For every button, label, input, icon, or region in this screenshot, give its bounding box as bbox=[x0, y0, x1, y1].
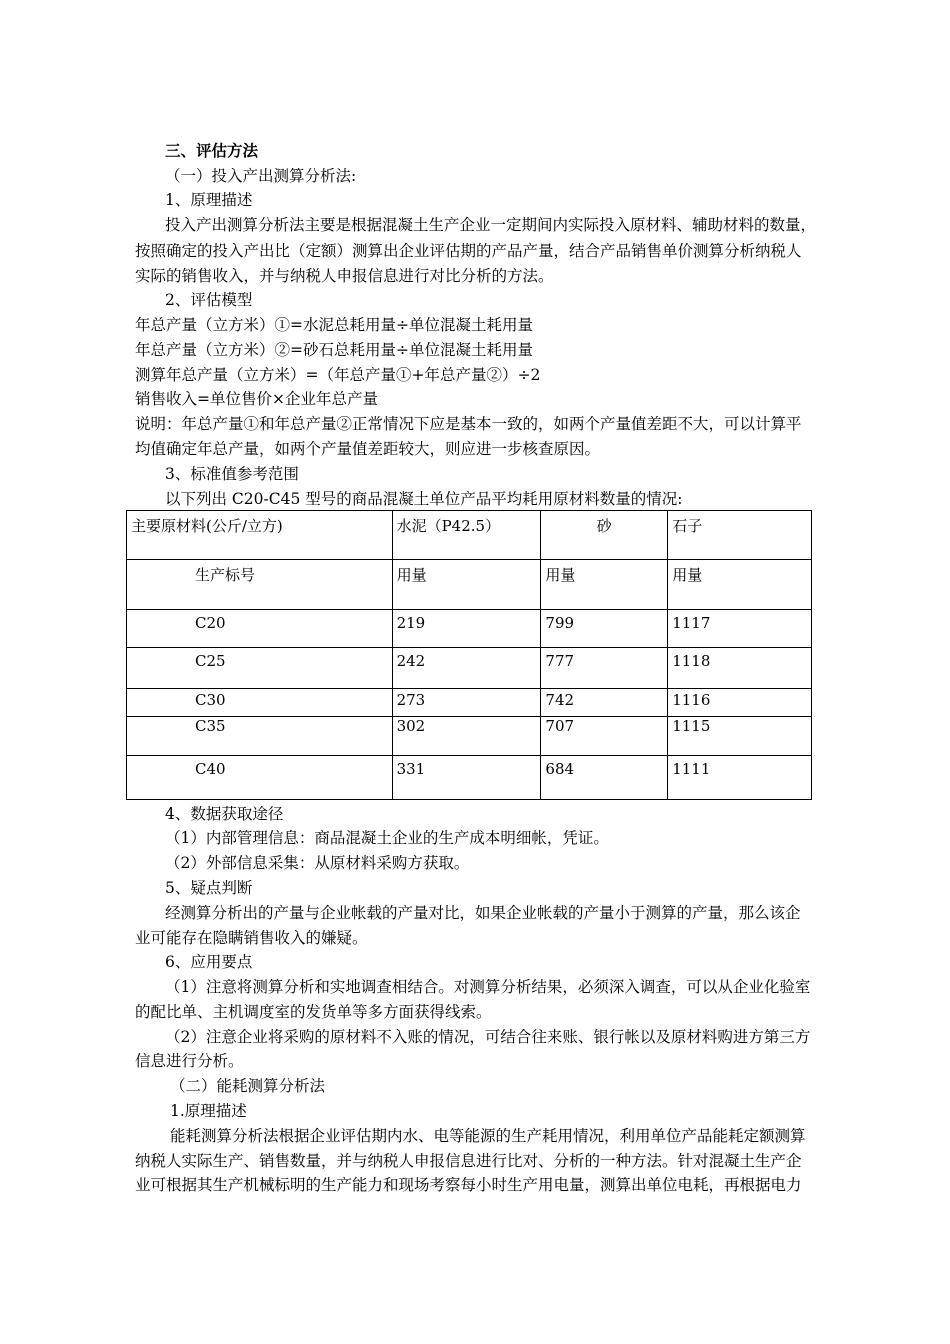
table-cell: 273 bbox=[392, 689, 541, 717]
paragraph-line: 业可能存在隐瞒销售收入的嫌疑。 bbox=[135, 929, 368, 947]
paragraph-line: 经测算分析出的产量与企业帐载的产量对比，如果企业帐载的产量小于测算的产量，那么该企 bbox=[165, 904, 801, 922]
table-header-cell: 生产标号 bbox=[127, 560, 393, 610]
paragraph-line: 信息进行分析。 bbox=[135, 1052, 244, 1070]
list-item: （2）外部信息采集：从原材料采购方获取。 bbox=[165, 854, 470, 872]
paragraph-line: 实际的销售收入，并与纳税人申报信息进行对比分析的方法。 bbox=[135, 267, 554, 285]
formula-line: 测算年总产量（立方米）=（年总产量①+年总产量②）÷2 bbox=[135, 366, 541, 384]
item-title: 4、数据获取途径 bbox=[165, 805, 284, 823]
table-cell: C25 bbox=[127, 648, 393, 689]
table-header-row bbox=[127, 560, 812, 610]
paragraph-line: 能耗测算分析法根据企业评估期内水、电等能源的生产耗用情况，利用单位产品能耗定额测算 bbox=[170, 1127, 806, 1145]
table-cell: 742 bbox=[541, 689, 668, 717]
table-row bbox=[127, 717, 812, 756]
paragraph-line: 的配比单、主机调度室的发货单等多方面获得线索。 bbox=[135, 1003, 492, 1021]
table-cell: 331 bbox=[392, 756, 541, 800]
paragraph-line: 纳税人实际生产、销售数量，并与纳税人申报信息进行比对、分析的一种方法。针对混凝土生产企 bbox=[135, 1152, 802, 1170]
table-header-row bbox=[127, 511, 812, 560]
item-title: 6、应用要点 bbox=[165, 953, 253, 971]
table-cell: 777 bbox=[541, 648, 668, 689]
table-row bbox=[127, 648, 812, 689]
item-title: 2、评估模型 bbox=[165, 291, 253, 309]
table-row bbox=[127, 756, 812, 800]
item-title: 3、标准值参考范围 bbox=[165, 465, 299, 483]
subsection-title: （二）能耗测算分析法 bbox=[170, 1077, 326, 1095]
table-cell: 242 bbox=[392, 648, 541, 689]
table-cell: 799 bbox=[541, 610, 668, 648]
table-cell: 219 bbox=[392, 610, 541, 648]
paragraph-line: （2）注意企业将采购的原材料不入账的情况，可结合往来账、银行帐以及原材料购进方第三方 bbox=[165, 1028, 811, 1046]
table-cell: 707 bbox=[541, 717, 668, 756]
table-cell: 1116 bbox=[668, 689, 812, 717]
paragraph-line: 投入产出测算分析法主要是根据混凝土生产企业一定期间内实际投入原材料、辅助材料的数量， bbox=[165, 216, 817, 234]
paragraph-line: 按照确定的投入产出比（定额）测算出企业评估期的产品产量，结合产品销售单价测算分析纳税人 bbox=[135, 242, 802, 260]
table-cell: C35 bbox=[127, 717, 393, 756]
table-header-cell: 用量 bbox=[668, 560, 812, 610]
list-item: （1）内部管理信息：商品混凝土企业的生产成本明细帐，凭证。 bbox=[165, 829, 609, 847]
table-cell: 1111 bbox=[668, 756, 812, 800]
subsection-title: （一）投入产出测算分析法: bbox=[165, 167, 357, 185]
table-cell: 1118 bbox=[668, 648, 812, 689]
table-cell: C30 bbox=[127, 689, 393, 717]
paragraph-line: （1）注意将测算分析和实地调查相结合。对测算分析结果，必须深入调查，可以从企业化验室 bbox=[165, 978, 811, 996]
table-cell: 684 bbox=[541, 756, 668, 800]
paragraph-line: 业可根据其生产机械标明的生产能力和现场考察每小时生产用电量，测算出单位电耗，再根据电力 bbox=[135, 1176, 802, 1194]
table-cell: C40 bbox=[127, 756, 393, 800]
paragraph-line: 说明：年总产量①和年总产量②正常情况下应是基本一致的，如两个产量值差距不大，可以计算平 bbox=[135, 415, 802, 433]
table-header-cell: 砂 bbox=[541, 511, 668, 560]
table-cell: 1117 bbox=[668, 610, 812, 648]
table-header-cell: 用量 bbox=[392, 560, 541, 610]
formula-line: 年总产量（立方米）①=水泥总耗用量÷单位混凝土耗用量 bbox=[135, 316, 533, 334]
item-title: 1、原理描述 bbox=[165, 191, 253, 209]
table-cell: 1115 bbox=[668, 717, 812, 756]
paragraph-line: 以下列出 C20-C45 型号的商品混凝土单位产品平均耗用原材料数量的情况: bbox=[165, 490, 683, 508]
table-cell: 302 bbox=[392, 717, 541, 756]
formula-line: 销售收入=单位售价×企业年总产量 bbox=[135, 390, 378, 408]
item-title: 5、疑点判断 bbox=[165, 879, 253, 897]
table-row bbox=[127, 610, 812, 648]
item-title: 1.原理描述 bbox=[170, 1102, 247, 1120]
table-header-cell: 用量 bbox=[541, 560, 668, 610]
paragraph-line: 均值确定年总产量，如两个产量值差距较大，则应进一步核查原因。 bbox=[135, 440, 601, 458]
table-header-cell: 水泥（P42.5） bbox=[392, 511, 541, 560]
table-header-cell: 石子 bbox=[668, 511, 812, 560]
formula-line: 年总产量（立方米）②=砂石总耗用量÷单位混凝土耗用量 bbox=[135, 341, 533, 359]
table-row bbox=[127, 689, 812, 717]
section-heading: 三、评估方法 bbox=[165, 141, 259, 160]
table-cell: C20 bbox=[127, 610, 393, 648]
table-header-cell: 主要原材料(公斤/立方) bbox=[127, 511, 393, 560]
materials-table bbox=[126, 510, 812, 800]
